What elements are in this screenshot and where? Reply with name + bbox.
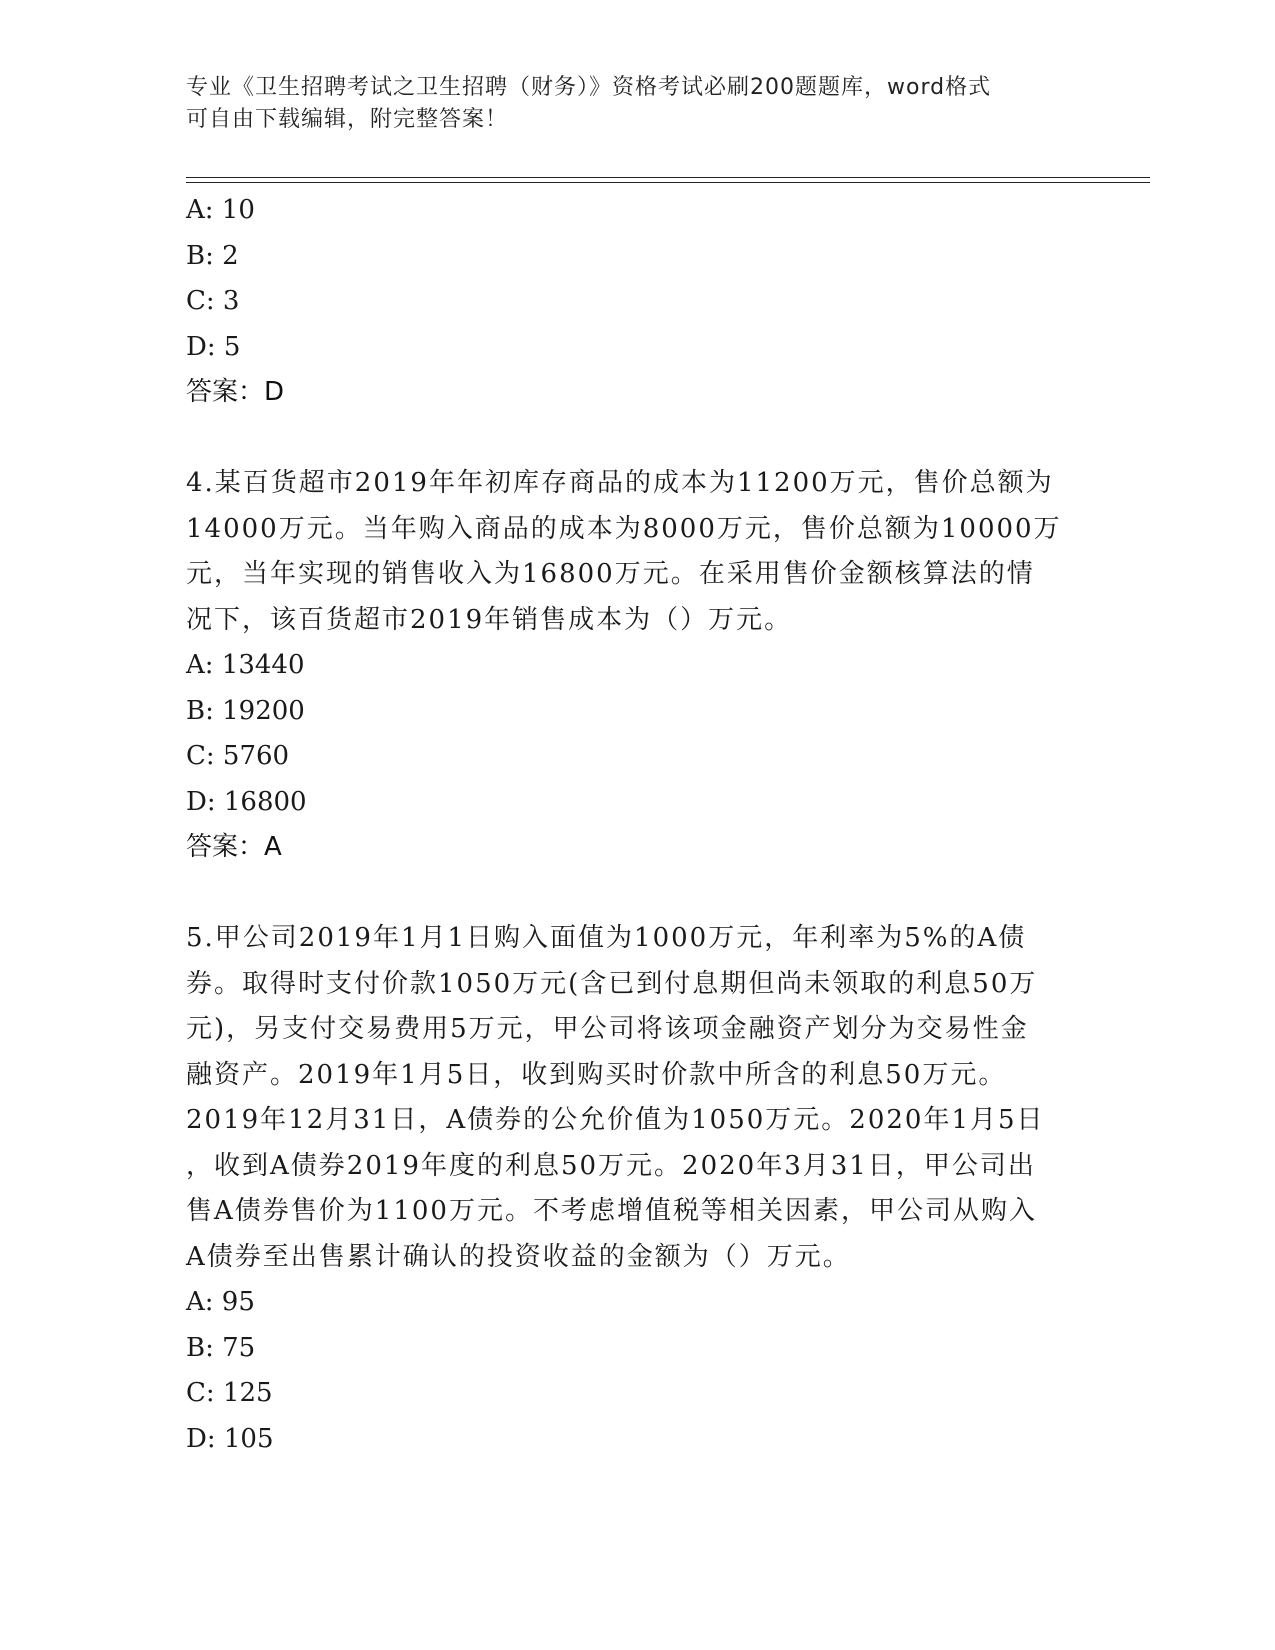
option-a: A: 95 — [186, 1287, 255, 1317]
question-4 — [186, 461, 1081, 871]
answer: 答案：A — [186, 832, 282, 862]
header-line-1: 专业《卫生招聘考试之卫生招聘（财务）》资格考试必刷200题题库，word格式 — [186, 75, 992, 100]
question-text — [186, 916, 1081, 1280]
question-text — [186, 461, 1081, 643]
document-header — [186, 72, 1066, 136]
option-b: B: 19200 — [186, 695, 305, 726]
header-line-2: 可自由下载编辑，附完整答案！ — [186, 107, 509, 132]
header-divider-bottom — [186, 182, 1150, 183]
question-line: 元，当年实现的销售收入为16800万元。在采用售价金额核算法的情 — [186, 559, 1035, 589]
option-d: D: 16800 — [186, 786, 307, 817]
option-b: B: 2 — [186, 240, 239, 271]
question-line: 4.某百货超市2019年年初库存商品的成本为11200万元，售价总额为 — [186, 468, 1054, 498]
question-content — [186, 188, 1081, 1462]
spacer — [186, 871, 1081, 917]
header-divider-top — [186, 177, 1150, 178]
option-a: A: 13440 — [186, 650, 305, 680]
question-5 — [186, 916, 1081, 1462]
question-line: 况下，该百货超市2019年销售成本为（）万元。 — [186, 604, 793, 635]
option-b: B: 75 — [186, 1332, 256, 1363]
question-line: 售A债券售价为1100万元。不考虑增值税等相关因素，甲公司从购入 — [186, 1196, 1037, 1226]
spacer — [186, 416, 1081, 462]
option-c: C: 3 — [186, 286, 240, 316]
question-line: ，收到A债券2019年度的利息50万元。2020年3月31日，甲公司出 — [186, 1150, 1036, 1181]
question-line: 2019年12月31日，A债券的公允价值为1050万元。2020年1月5日 — [186, 1105, 1045, 1135]
question-line: 券。取得时支付价款1050万元(含已到付息期但尚未领取的利息50万 — [186, 968, 1038, 999]
option-c: C: 125 — [186, 1378, 273, 1408]
question-line: 5.甲公司2019年1月1日购入面值为1000万元，年利率为5%的A债 — [186, 923, 1027, 953]
answer: 答案：D — [186, 377, 285, 407]
option-d: D: 105 — [186, 1423, 274, 1454]
option-d: D: 5 — [186, 331, 241, 362]
option-a: A: 10 — [186, 195, 255, 225]
question-line: 元)，另支付交易费用5万元，甲公司将该项金融资产划分为交易性金 — [186, 1014, 1029, 1044]
question-line: A债券至出售累计确认的投资收益的金额为（）万元。 — [186, 1241, 851, 1272]
option-c: C: 5760 — [186, 741, 290, 771]
question-line: 14000万元。当年购入商品的成本为8000万元，售价总额为10000万 — [186, 513, 1062, 544]
question-line: 融资产。2019年1月5日，收到购买时价款中所含的利息50万元。 — [186, 1059, 1007, 1090]
question-3 — [186, 188, 1081, 416]
